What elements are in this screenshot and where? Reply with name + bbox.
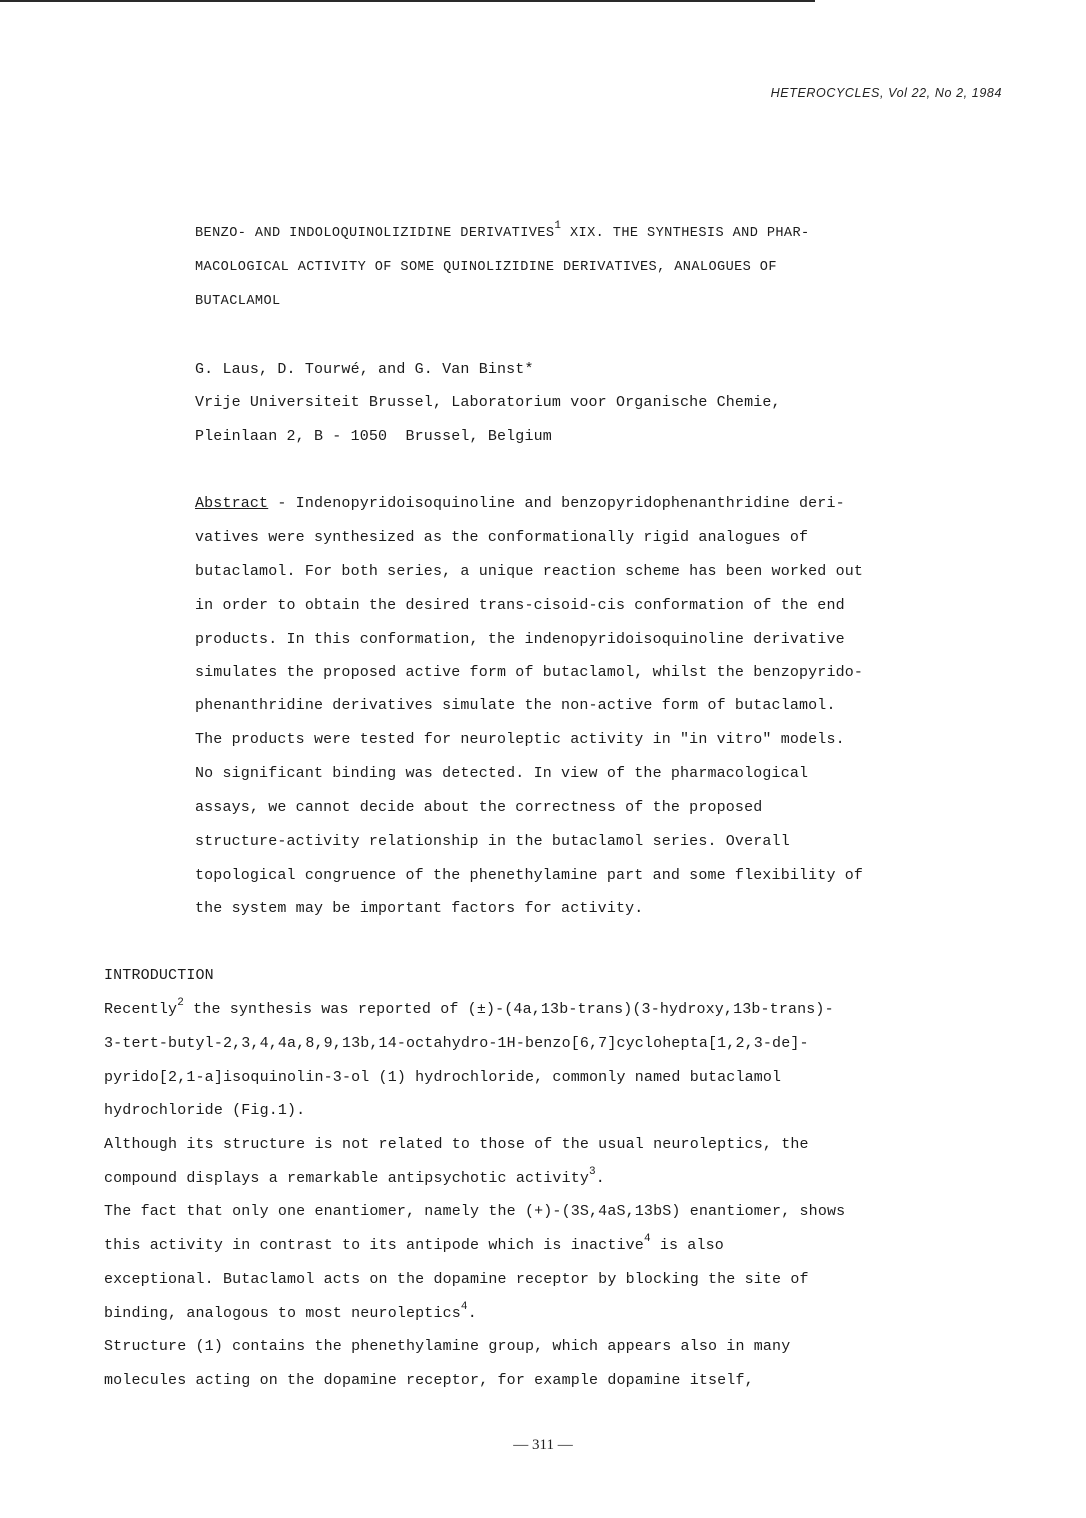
abstract-line: products. In this conformation, the indenopyridoisoquinoline derivative — [195, 631, 845, 648]
top-rule — [0, 0, 815, 2]
footnote-ref: 4 — [643, 1233, 651, 1245]
intro-line-8: this activity in contrast to its antipode which is inactive$^4$ is also — [104, 1233, 724, 1254]
abstract-line: phenanthridine derivatives simulate the non-active form of butaclamol. — [195, 697, 836, 714]
abstract-line: structure-activity relationship in the butaclamol series. Overall — [195, 833, 790, 850]
page-number: — 311 — — [513, 1437, 573, 1453]
abstract-line: in order to obtain the desired trans-cisoid-cis conformation of the end — [195, 597, 845, 614]
intro-line-7: The fact that only one enantiomer, namely the (+)-(3S,4aS,13bS) enantiomer, shows — [104, 1203, 846, 1220]
abstract-line: simulates the proposed active form of butaclamol, whilst the benzopyrido- — [195, 664, 864, 681]
abstract-line: assays, we cannot decide about the correctness of the proposed — [195, 799, 763, 816]
footnote-ref: 1 — [554, 220, 562, 233]
footnote-ref: 2 — [177, 997, 184, 1009]
abstract-line: The products were tested for neuroleptic activity in "in vitro" models. — [195, 731, 845, 748]
abstract-line: the system may be important factors for activity. — [195, 900, 644, 917]
author-names: G. Laus, D. Tourwé, and G. Van Binst* — [195, 361, 534, 378]
section-heading: INTRODUCTION — [104, 967, 214, 984]
title-line-2: MACOLOGICAL ACTIVITY OF SOME QUINOLIZIDINE DERIVATIVES, ANALOGUES OF — [195, 260, 777, 275]
intro-line-11: Structure (1) contains the phenethylamine group, which appears also in many — [104, 1338, 791, 1355]
title-line-1: BENZO- AND INDOLOQUINOLIZIDINE DERIVATIVES$^1$ XIX. THE SYNTHESIS AND PHAR- — [195, 220, 810, 241]
intro-line-3: pyrido[2,1-a]isoquinolin-3-ol (1) hydrochloride, commonly named butaclamol — [104, 1069, 782, 1086]
intro-line-10: binding, analogous to most neuroleptics$^4$. — [104, 1301, 477, 1322]
intro-line-9: exceptional. Butaclamol acts on the dopamine receptor by blocking the site of — [104, 1271, 809, 1288]
abstract-label: Abstract — [195, 495, 269, 512]
intro-line-6: compound displays a remarkable antipsychotic activity$^3$. — [104, 1166, 605, 1187]
title-line-3: BUTACLAMOL — [195, 294, 281, 309]
abstract-line: butaclamol. For both series, a unique reaction scheme has been worked out — [195, 563, 864, 580]
abstract-line: vatives were synthesized as the conformationally rigid analogues of — [195, 529, 809, 546]
affiliation-line-2: Pleinlaan 2, B - 1050 Brussel, Belgium — [195, 428, 552, 445]
abstract-line: topological congruence of the phenethylamine part and some flexibility of — [195, 867, 864, 884]
intro-line-5: Although its structure is not related to those of the usual neuroleptics, the — [104, 1136, 809, 1153]
intro-line-2: 3-tert-butyl-2,3,4,4a,8,9,13b,14-octahydro-1H-benzo[6,7]cyclohepta[1,2,3-de]- — [104, 1035, 809, 1052]
affiliation-line-1: Vrije Universiteit Brussel, Laboratorium voor Organische Chemie, — [195, 394, 781, 411]
footnote-ref: 3 — [589, 1166, 596, 1178]
abstract-line-1: Abstract - Indenopyridoisoquinoline and benzopyridophenanthridine deri- — [195, 495, 845, 512]
journal-header: HETEROCYCLES, Vol 22, No 2, 1984 — [770, 86, 1002, 100]
intro-line-12: molecules acting on the dopamine receptor, for example dopamine itself, — [104, 1372, 754, 1389]
intro-line-1: Recently$^2$ the synthesis was reported of (±)-(4a,13b-trans)(3-hydroxy,13b-trans)- — [104, 997, 834, 1018]
footnote-ref: 4 — [460, 1301, 468, 1313]
intro-line-4: hydrochloride (Fig.1). — [104, 1102, 306, 1119]
abstract-line: No significant binding was detected. In view of the pharmacological — [195, 765, 809, 782]
